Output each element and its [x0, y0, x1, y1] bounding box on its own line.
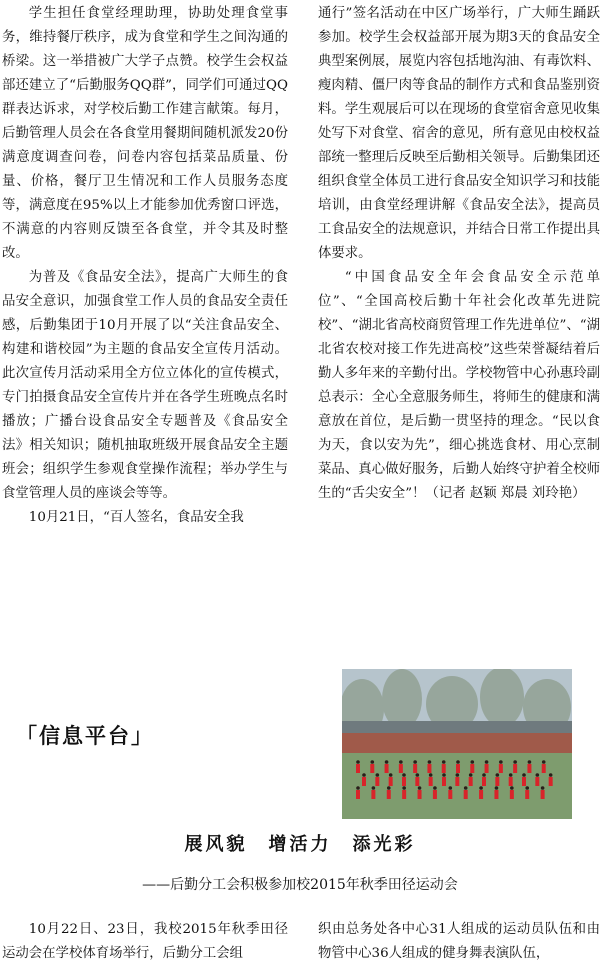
performer-head [387, 786, 391, 790]
photo-stands [342, 721, 572, 735]
performer-head [469, 773, 473, 777]
performer [495, 777, 499, 786]
performer-head [528, 760, 532, 764]
performer-head [513, 760, 517, 764]
performer-head [356, 786, 360, 790]
performer [542, 764, 546, 773]
article-title: 展风貌 增活力 添光彩 [184, 834, 416, 855]
performer [356, 764, 360, 773]
performer [427, 764, 431, 773]
performer-head [522, 773, 526, 777]
sports-meet-photo [342, 669, 572, 819]
performer [510, 790, 514, 799]
performer-head [389, 773, 393, 777]
performer-head [549, 773, 553, 777]
performer [370, 764, 374, 773]
performer [429, 777, 433, 786]
performer [456, 764, 460, 773]
performer-head [541, 786, 545, 790]
left-paragraph-3: 10月21日，“百人签名，食品安全我 [28, 510, 244, 525]
performer-head [499, 760, 503, 764]
right-paragraph-1: 通行”签名活动在中区广场举行，广大师生踊跃参加。校学生会权益部开展为期3天的食品安全典型案例展，展览内容包括地沟油、有毒饮料、瘦肉精、僵尸肉等食品的制作方式和食品鉴别资料。学生观展后可以在现场的食堂宿舍意见收集处写下对食堂、宿舍的意见，所有意见由校权益部统一整理后反映至后勤相关领导。后勤集团还组织食堂全体员工进行食品安全知识学习和技能培训，由食堂经理讲解《食品安全法》，提高员工食品安全的法规意识，并结合日常工作提出具体要求。 [318, 6, 600, 261]
article-subtitle: ——后勤分工会积极参加校2015年秋季田径运动会 [142, 877, 458, 893]
performer-head [372, 786, 376, 790]
article-left-text: 10月22日、23日，我校2015年秋季田径运动会在学校体育场举行，后勤分工会组 [2, 922, 288, 961]
performer-head [362, 773, 366, 777]
performer-head [385, 760, 389, 764]
performer-head [510, 786, 514, 790]
performer [535, 777, 539, 786]
performer [433, 790, 437, 799]
performer [482, 777, 486, 786]
performer-head [536, 773, 540, 777]
photo-track [342, 733, 572, 753]
left-paragraph-2: 为普及《食品安全法》，提高广大师生的食品安全意识，加强食堂工作人员的食品安全责任感，后勤集团于10月开展了以“关注食品安全、构建和谐校园”为主题的食品安全宣传月活动。此次宣传月活动采用全方位立体化的宣传模式，专门拍摄食品安全宣传片并在各学生班晚点名时播放；广播台设食品安全专题普及《食品安全法》相关知识；随机抽取班级开展食品安全主题班会；组织学生参观食堂操作流程；举办学生与食堂管理人员的座谈会等等。 [2, 270, 288, 501]
performer-head [429, 773, 433, 777]
performer-head [464, 786, 468, 790]
performer-head [399, 760, 403, 764]
performer-head [456, 773, 460, 777]
performer [522, 777, 526, 786]
performer [499, 764, 503, 773]
performer-head [442, 760, 446, 764]
performer [479, 790, 483, 799]
performer [402, 777, 406, 786]
left-column [2, 2, 288, 530]
performer-head [402, 773, 406, 777]
performer [362, 777, 366, 786]
performer [375, 777, 379, 786]
performer-head [402, 786, 406, 790]
performer [549, 777, 553, 786]
performer-head [495, 786, 499, 790]
performer-head [442, 773, 446, 777]
performer [413, 764, 417, 773]
performer [455, 777, 459, 786]
performer [469, 777, 473, 786]
article-left-column [2, 918, 288, 966]
performer-head [356, 760, 360, 764]
article-right-column [318, 918, 600, 966]
performer-head [470, 760, 474, 764]
performer-head [479, 786, 483, 790]
performer-head [376, 773, 380, 777]
performer [525, 790, 529, 799]
performer [442, 764, 446, 773]
performer [448, 790, 452, 799]
performer [494, 790, 498, 799]
performer-head [509, 773, 513, 777]
right-column [318, 2, 600, 506]
performer-head [370, 760, 374, 764]
section-label: 「信息平台」 [16, 724, 154, 748]
performer-head [428, 760, 432, 764]
performer [442, 777, 446, 786]
performer [527, 764, 531, 773]
performer-head [418, 786, 422, 790]
performer [399, 764, 403, 773]
performer [485, 764, 489, 773]
left-paragraph-1: 学生担任食堂经理助理，协助处理食堂事务，维持餐厅秩序，成为食堂和学生之间沟通的桥梁。这一举措被广大学子点赞。校学生会权益部还建立了“后勤服务QQ群”，同学们可通过QQ群表达诉求，对学校后勤工作建言献策。每月，后勤管理人员会在各食堂用餐期间随机派发20份满意度调查问卷，问卷内容包括菜品质量、份量、价格，餐厅卫生情况和工作人员服务态度等，满意度在95%以上才能参加优秀窗口评选，不满意的内容则反馈至各食堂，并令其及时整改。 [2, 6, 288, 261]
performer-head [416, 773, 420, 777]
performer-head [542, 760, 546, 764]
performer [371, 790, 375, 799]
performer-head [456, 760, 460, 764]
performer [513, 764, 517, 773]
performer [470, 764, 474, 773]
performer-head [496, 773, 500, 777]
performer-head [485, 760, 489, 764]
performer [509, 777, 513, 786]
performer [464, 790, 468, 799]
performer-head [413, 760, 417, 764]
performer-head [482, 773, 486, 777]
performer [402, 790, 406, 799]
photo-illustration [342, 669, 572, 819]
performer [356, 790, 360, 799]
performer [387, 790, 391, 799]
performer [418, 790, 422, 799]
article-right-text: 织由总务处各中心31人组成的运动员队伍和由物管中心36人组成的健身舞表演队伍， [318, 922, 600, 961]
performer-head [449, 786, 453, 790]
right-paragraph-2: “中国食品安全年会食品安全示范单位”、“全国高校后勤十年社会化改革先进院校”、“湖北省高校商贸管理工作先进单位”、“湖北省农校对接工作先进高校”这些荣誉凝结着后勤人多年来的辛勤付出。学校物管中心孙惠玲副总表示：全心全意服务师生，将师生的健康和满意放在首位，是后勤一贯坚持的理念。“民以食为天，食以安为先”，细心挑选食材、用心烹制菜品、真心做好服务，后勤人始终守护着全校师生的“舌尖安全”！（记者 赵颖 郑晨 刘玲艳） [318, 270, 600, 501]
performer [415, 777, 419, 786]
performer-head [525, 786, 529, 790]
performer-head [433, 786, 437, 790]
performer [541, 790, 545, 799]
performer [385, 764, 389, 773]
performer [389, 777, 393, 786]
